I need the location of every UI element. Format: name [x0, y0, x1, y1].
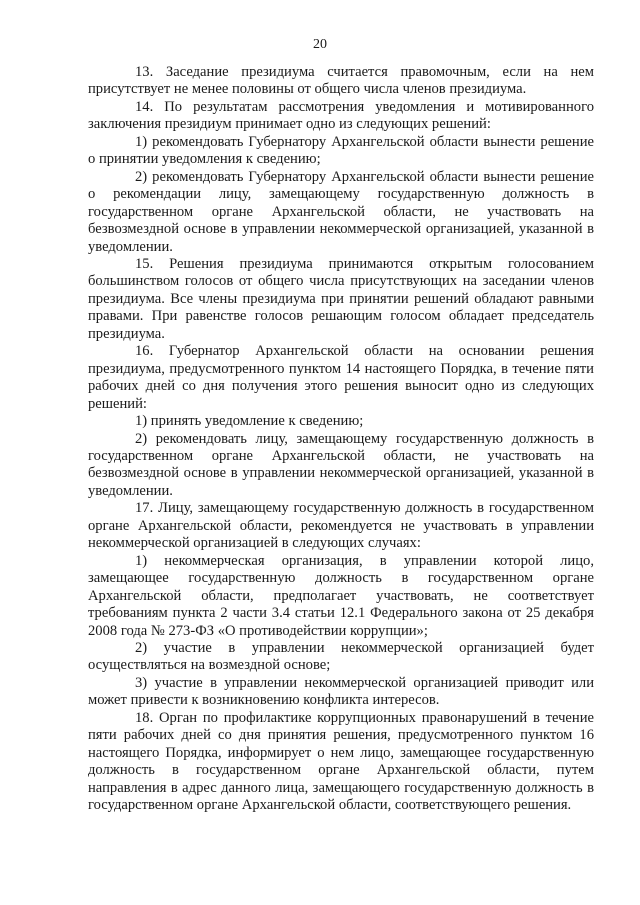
- document-body: [88, 64, 594, 814]
- paragraph-14-item-2: 2) рекомендовать Губернатору Архангельской области вынести решение о рекомендации лицу, замещающему государственную должность в государственном органе Архангельской области, не участвовать на безвозмездной основе в управлении некоммерческой организацией, указанной в уведомлении.: [88, 168, 594, 255]
- paragraph-17-item-3: 3) участие в управлении некоммерческой организацией приводит или может привести к возникновению конфликта интересов.: [88, 674, 594, 709]
- paragraph-17-item-2: 2) участие в управлении некоммерческой организацией будет осуществляться на возмездной основе;: [88, 639, 594, 674]
- paragraph-16-item-2: 2) рекомендовать лицу, замещающему государственную должность в государственном органе Архангельской области, не участвовать на безвозмездной основе в управлении некоммерческой организацией, указанной в уведомлении.: [88, 430, 594, 499]
- paragraph-15: 15. Решения президиума принимаются открытым голосованием большинством голосов от общего числа присутствующих на заседании членов президиума. Все члены президиума при принятии решений обладают равными правами. При равенстве голосов решающим голосом обладает председатель президиума.: [88, 255, 594, 342]
- paragraph-16: 16. Губернатор Архангельской области на основании решения президиума, предусмотренного пунктом 14 настоящего Порядка, в течение пяти рабочих дней со дня получения этого решения выносит одно из следующих решений:: [88, 343, 594, 412]
- paragraph-18: 18. Орган по профилактике коррупционных правонарушений в течение пяти рабочих дней со дня принятия решения, предусмотренного пунктом 16 настоящего Порядка, информирует о нем лицо, замещающее государственную должность в государственном органе Архангельской области, путем направления в адрес данного лица, замещающего государственную должность в государственном органе Архангельской области, соответствующего решения.: [88, 709, 594, 814]
- paragraph-14-item-1: 1) рекомендовать Губернатору Архангельской области вынести решение о принятии уведомления к сведению;: [88, 133, 594, 168]
- paragraph-16-item-1: 1) принять уведомление к сведению;: [135, 413, 364, 430]
- paragraph-17: 17. Лицу, замещающему государственную должность в государственном органе Архангельской области, рекомендуется не участвовать в управлении некоммерческой организацией в следующих случаях:: [88, 500, 594, 552]
- page-number: 20: [313, 37, 327, 52]
- paragraph-17-item-1: 1) некоммерческая организация, в управлении которой лицо, замещающее государственную должность в государственном органе Архангельской области, предполагает участвовать, не соответствует требованиям пункта 2 части 3.4 статьи 12.1 Федерального закона от 25 декабря 2008 года № 273-ФЗ «О противодействии коррупции»;: [88, 552, 594, 639]
- paragraph-14: 14. По результатам рассмотрения уведомления и мотивированного заключения президиум принимает одно из следующих решений:: [88, 98, 594, 133]
- paragraph-13: 13. Заседание президиума считается правомочным, если на нем присутствует не менее половины от общего числа членов президиума.: [88, 64, 594, 98]
